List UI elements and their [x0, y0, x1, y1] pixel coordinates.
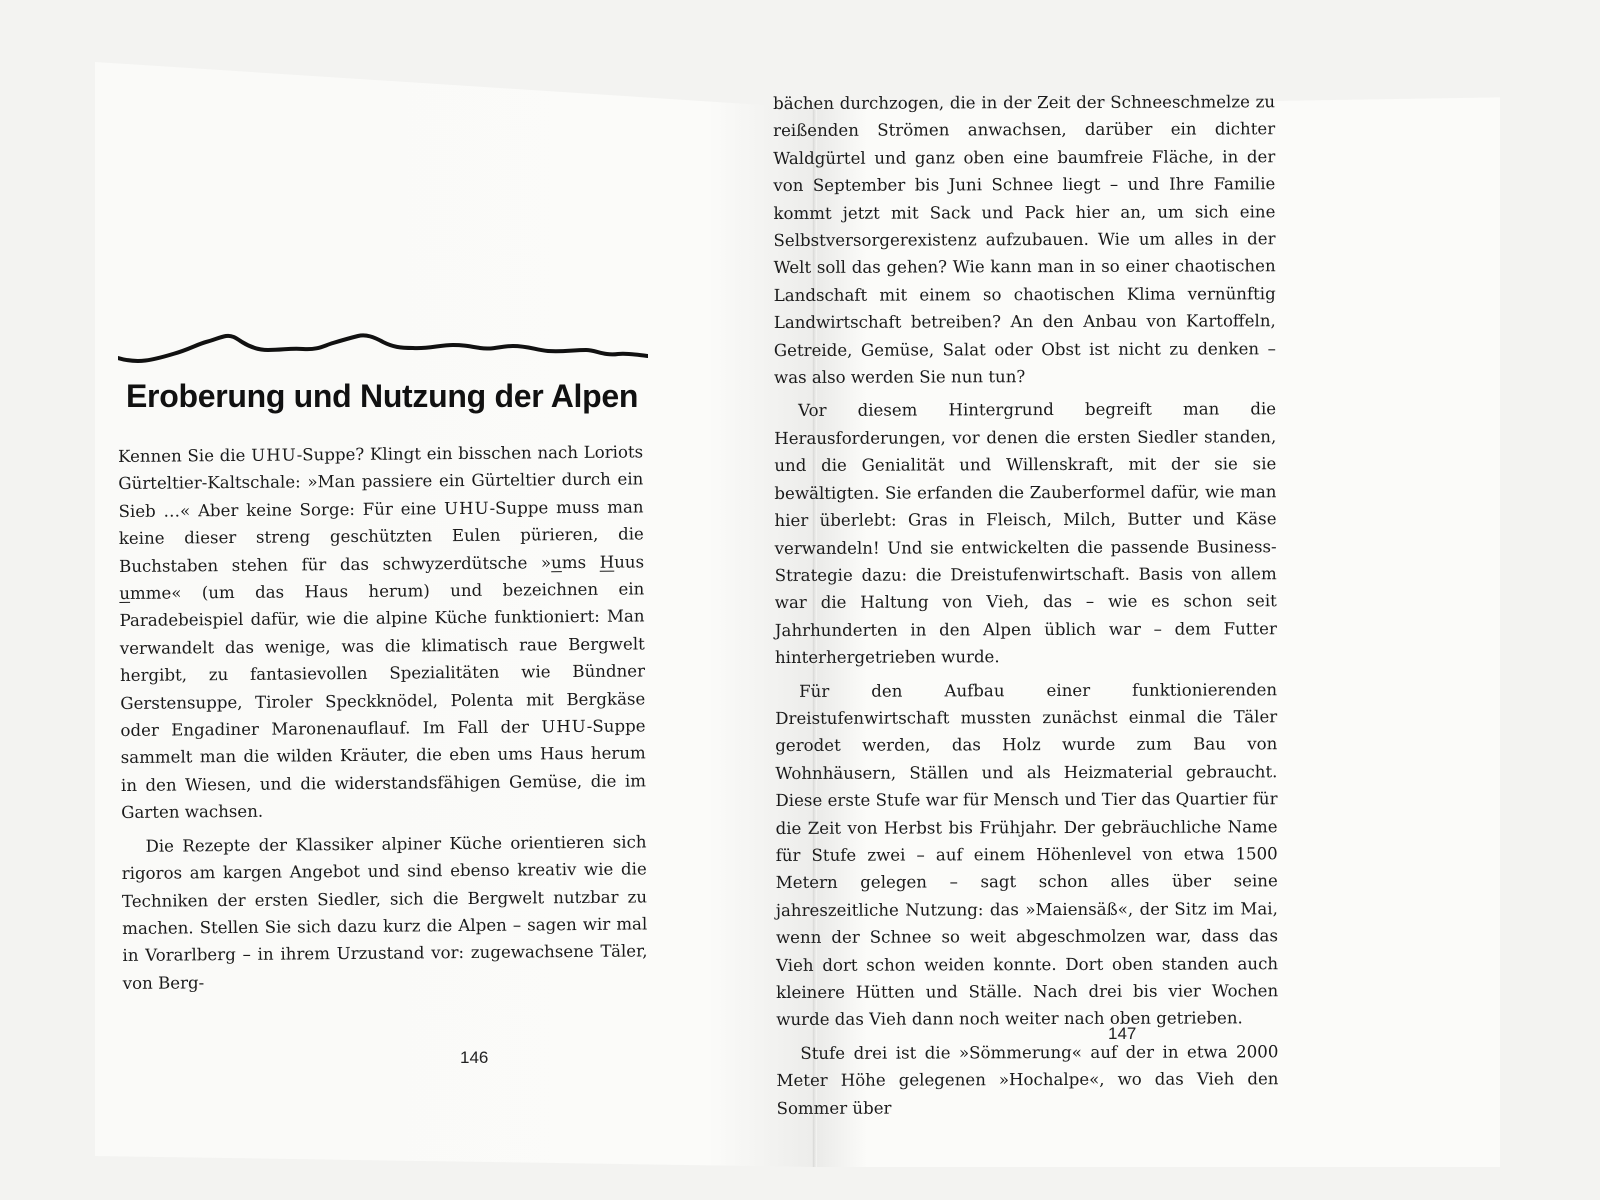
chapter-title: Eroberung und Nutzung der Alpen: [126, 378, 639, 414]
paragraph: bächen durchzogen, die in der Zeit der Schneeschmelze zu reißenden Strömen anwachsen, darüber ein dichter Waldgürtel und ganz oben eine baumfreie Fläche, in der von September bis Juni Schnee liegt – und Ihre Familie kommt jetzt mit Sack und Pack hier an, um sich eine Selbstversorgerexistenz aufzubauen. Wie um alles in der Welt soll das gehen? Wie kann man in so einer chaotischen Landschaft mit einem so chaotischen Klima vernünftig Landwirtschaft betreiben? An den Anbau von Kartoffeln, Getreide, Gemüse, Salat oder Obst ist nicht zu denken – was also werden Sie nun tun?: [773, 92, 1276, 388]
paragraph: Die Rezepte der Klassiker alpiner Küche orientieren sich rigoros am kargen Angebot und sind ebenso kreativ wie die Techniken der ersten Siedler, sich die Bergwelt nutzbar zu machen. Stellen Sie sich dazu kurz die Alpen – sagen wir mal in Vorarlberg – in ihrem Urzustand vor: zugewachsene Täler, von Berg-: [121, 832, 648, 993]
left-body-text: [118, 438, 648, 997]
paragraph: Stufe drei ist die »Sömmerung« auf der in etwa 2000 Meter Höhe gelegenen »Hochalpe«, wo das Vieh den Sommer über: [776, 1042, 1279, 1118]
paragraph: Vor diesem Hintergrund begreift man die Herausforderungen, vor denen die ersten Siedler standen, und die Genialität und Willenskraft, mit der sie sie bewältigten. Sie erfanden die Zauberformel dafür, wie man hier überlebt: Gras in Fleisch, Milch, Butter und Käse verwandeln! Und sie entwickelten die passende Business-Strategie dazu: die Dreistufenwirtschaft. Basis von allem war die Haltung von Vieh, das – wie es schon seit Jahrhunderten in den Alpen üblich war – dem Futter hinterhergetrieben wurde.: [774, 399, 1277, 668]
paragraph: Für den Aufbau einer funktionierenden Dreistufenwirtschaft mussten zunächst einmal die Täler gerodet werden, das Holz wurde zum Bau von Wohnhäusern, Ställen und als Heizmaterial gebraucht. Diese erste Stufe war für Mensch und Tier das Quartier für die Zeit von Herbst bis Frühjahr. Der gebräuchliche Name für Stufe zwei – auf einem Höhenlevel von etwa 1500 Metern gelegen – sagt schon alles über seine jahreszeitliche Nutzung: das »Maiensäß«, der Sitz im Mai, wenn der Schnee so weit abgeschmolzen war, dass das Vieh dort schon weiden konnte. Dort oben standen auch kleinere Hütten und Ställe. Nach drei bis vier Wochen wurde das Vieh dann noch weiter nach oben getrieben.: [775, 679, 1279, 1030]
page-number-left: 146: [460, 1048, 489, 1067]
paragraph: Kennen Sie die UHU-Suppe? Klingt ein bisschen nach Loriots Gürteltier-Kaltschale: »Man passiere ein Gürteltier durch ein Sieb …« Aber keine Sorge: Für eine UHU-Suppe muss man keine dieser streng geschützten Eulen pürieren, die Buchstaben stehen für das schwyzerdütsche »ums Huus umme« (um das Haus herum) und bezeichnen ein Paradebeispiel dafür, wie die alpine Küche funktioniert: Man verwandelt das wenige, was die klimatisch raue Bergwelt hergibt, zu fantasievollen Spezialitäten wie Bündner Gerstensuppe, Tiroler Speckknödel, Polenta mit Bergkäse oder Engadiner Maronenauflauf. Im Fall der UHU-Suppe sammelt man die wilden Kräuter, die eben ums Haus herum in den Wiesen, und die widerstandsfähigen Gemüse, die im Garten wachsen.: [118, 442, 647, 823]
left-page-content: [118, 320, 648, 997]
page-number-right: 147: [1108, 1024, 1137, 1043]
mountain-ridge-icon: [118, 320, 648, 370]
right-page-content: [773, 88, 1279, 1122]
